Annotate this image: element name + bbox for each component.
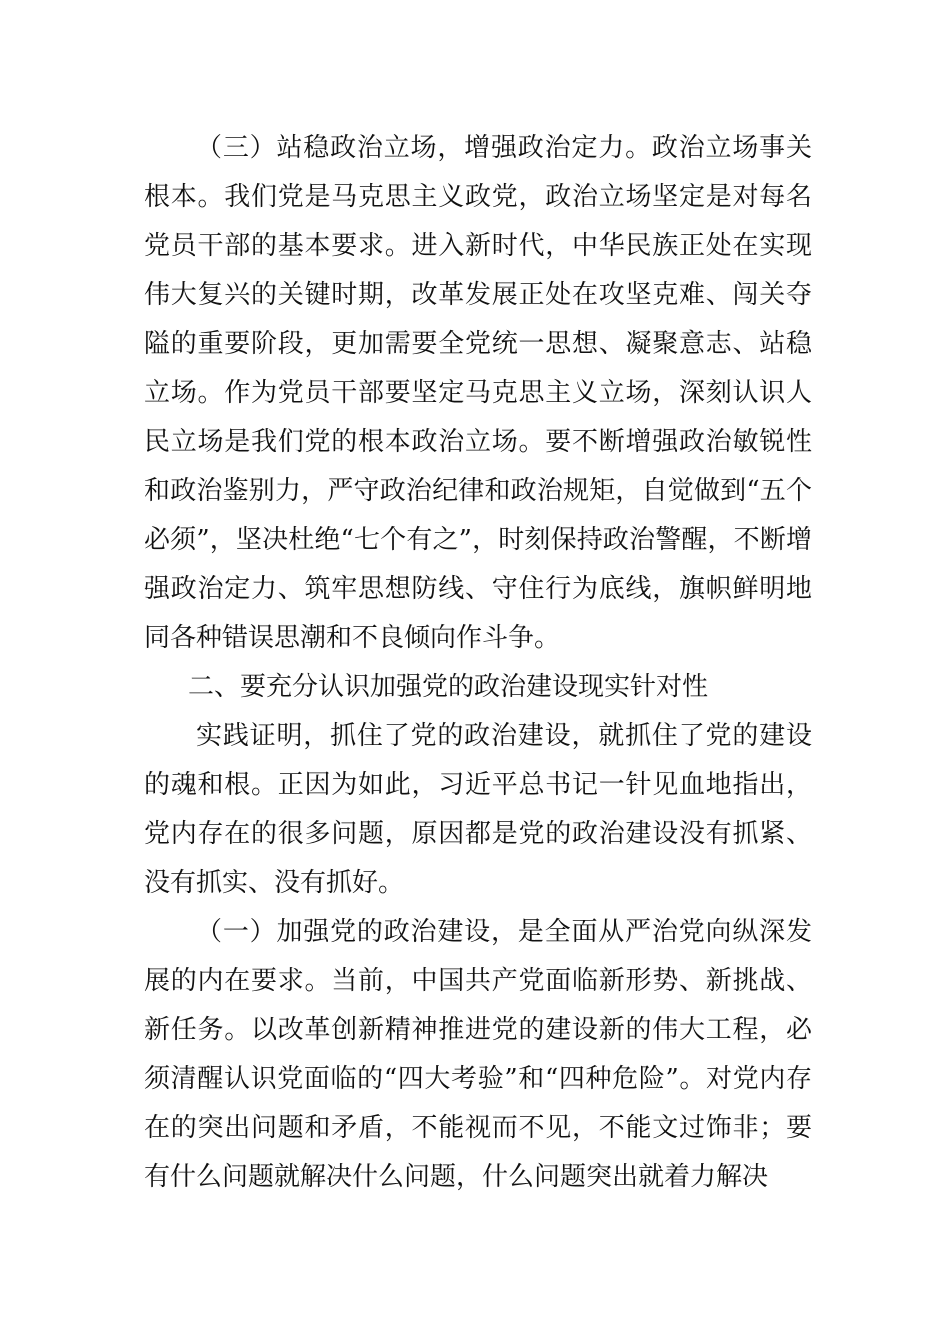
document-body — [144, 124, 812, 1202]
paragraph-practice-proof: 实践证明，抓住了党的政治建设，就抓住了党的建设的魂和根。正因为如此，习近平总书记一针见血地指出，党内存在的很多问题，原因都是党的政治建设没有抓紧、没有抓实、没有抓好。 — [144, 721, 812, 898]
paragraph-party-building: （一）加强党的政治建设，是全面从严治党向纵深发展的内在要求。当前，中国共产党面临新形势、新挑战、新任务。以改革创新精神推进党的建设新的伟大工程，必须清醒认识党面临的“四大考验”和“四种危险”。对党内存在的突出问题和矛盾，不能视而不见，不能文过饰非；要有什么问题就解决什么问题，什么问题突出就着力解决 — [144, 917, 812, 1192]
section-heading-two: 二、要充分认识加强党的政治建设现实针对性 — [188, 672, 709, 702]
paragraph-political-stance: （三）站稳政治立场，增强政治定力。政治立场事关根本。我们党是马克思主义政党，政治立场坚定是对每名党员干部的基本要求。进入新时代，中华民族正处在实现伟大复兴的关键时期，改革发展正处在攻坚克难、闯关夺隘的重要阶段，更加需要全党统一思想、凝聚意志、站稳立场。作为党员干部要坚定马克思主义立场，深刻认识人民立场是我们党的根本政治立场。要不断增强政治敏锐性和政治鉴别力，严守政治纪律和政治规矩，自觉做到“五个必须”，坚决杜绝“七个有之”，时刻保持政治警醒，不断增强政治定力、筑牢思想防线、守住行为底线，旗帜鲜明地同各种错误思潮和不良倾向作斗争。 — [144, 133, 812, 653]
